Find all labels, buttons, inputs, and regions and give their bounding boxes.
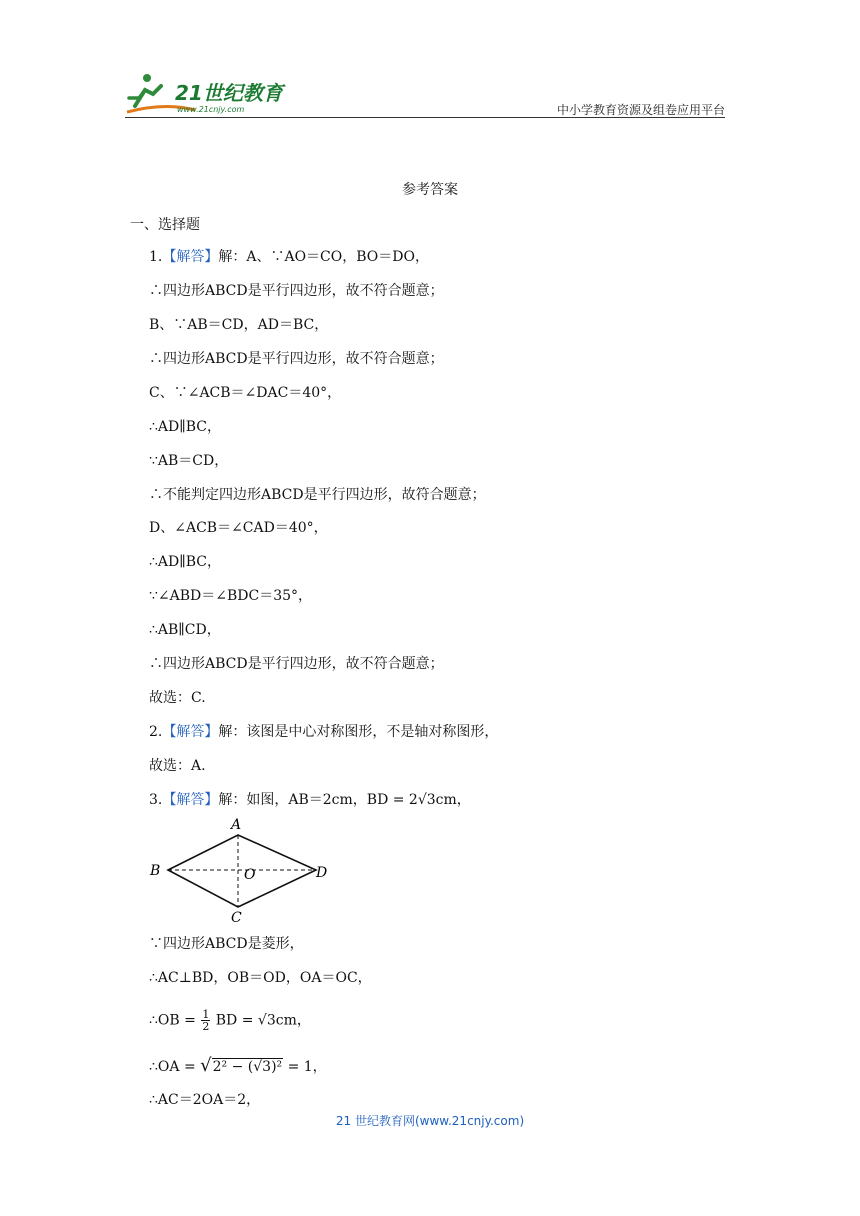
q1-line-5: C、∵∠ACB＝∠DAC＝40°， — [149, 385, 342, 401]
section-heading: 一、选择题 — [130, 217, 200, 233]
q1-line-13: ∴四边形ABCD是平行四边形，故不符合题意； — [149, 656, 444, 672]
q1-answer-tag: 【解答】 — [162, 249, 219, 265]
q3-line-2: ∵四边形ABCD是菱形， — [149, 936, 304, 952]
q1-line-2: ∴四边形ABCD是平行四边形，故不符合题意； — [149, 283, 444, 299]
q2-line-2: 故选：A. — [149, 758, 206, 774]
q2-number: 2. — [149, 724, 163, 740]
q3-number: 3. — [149, 792, 163, 808]
header-divider — [125, 117, 725, 118]
page-title: 参考答案 — [402, 182, 458, 198]
label-o: O — [244, 867, 256, 883]
label-b: B — [150, 863, 161, 879]
label-d: D — [316, 865, 328, 881]
q3-line-3: ∴AC⊥BD，OB＝OD，OA＝OC， — [149, 970, 372, 986]
q1-line-12: ∴AB∥CD， — [149, 622, 221, 638]
logo — [125, 68, 295, 118]
svg-text:21世纪教育: 21世纪教育 — [175, 81, 283, 105]
q1-line-6: ∴AD∥BC， — [149, 419, 221, 435]
rhombus-figure — [146, 815, 336, 925]
q2-answer-tag: 【解答】 — [162, 724, 219, 740]
q1-line-9: D、∠ACB＝∠CAD＝40°， — [149, 520, 328, 536]
label-a: A — [231, 817, 242, 833]
q1-line-14: 故选：C. — [149, 690, 206, 706]
fraction-one-half: $\frac{1}{2}$ — [202, 1008, 210, 1033]
page-footer: 21 世纪教育网(www.21cnjy.com) — [335, 1114, 525, 1128]
q1-line-11: ∵∠ABD＝∠BDC＝35°， — [149, 588, 313, 604]
radicand: 2² − (√3)² — [212, 1059, 283, 1075]
q3-line-5: ∴OA = √2² − (√3)² = 1， — [149, 1055, 327, 1076]
rhombus-outline — [168, 835, 316, 907]
platform-name: 中小学教育资源及组卷应用平台 — [556, 103, 725, 117]
q3-line-6: ∴AC＝2OA＝2， — [149, 1092, 261, 1108]
q1-line-10: ∴AD∥BC， — [149, 554, 221, 570]
q1-line-8: ∴不能判定四边形ABCD是平行四边形，故符合题意； — [149, 487, 486, 503]
label-c: C — [231, 910, 242, 925]
q3-line-4: ∴OB = $\frac{1}{2}$ BD = √3cm， — [149, 1008, 311, 1033]
q2-line-1: 2.【解答】解：该图是中心对称图形，不是轴对称图形， — [149, 724, 499, 740]
q1-line-7: ∵AB＝CD， — [149, 453, 229, 469]
radical-sign: √ — [200, 1055, 212, 1076]
q1-line-4: ∴四边形ABCD是平行四边形，故不符合题意； — [149, 351, 444, 367]
svg-text:www.21cnjy.com: www.21cnjy.com — [177, 105, 245, 114]
q1-line-3: B、∵AB＝CD，AD＝BC， — [149, 317, 329, 333]
q1-number: 1. — [149, 249, 163, 265]
q3-answer-tag: 【解答】 — [162, 792, 219, 808]
q3-line-1: 3.【解答】解：如图，AB＝2cm，BD = 2√3cm， — [149, 792, 471, 808]
page-header — [125, 68, 725, 120]
q1-line-1: 1.【解答】解：A、∵AO＝CO，BO＝DO， — [149, 249, 429, 265]
